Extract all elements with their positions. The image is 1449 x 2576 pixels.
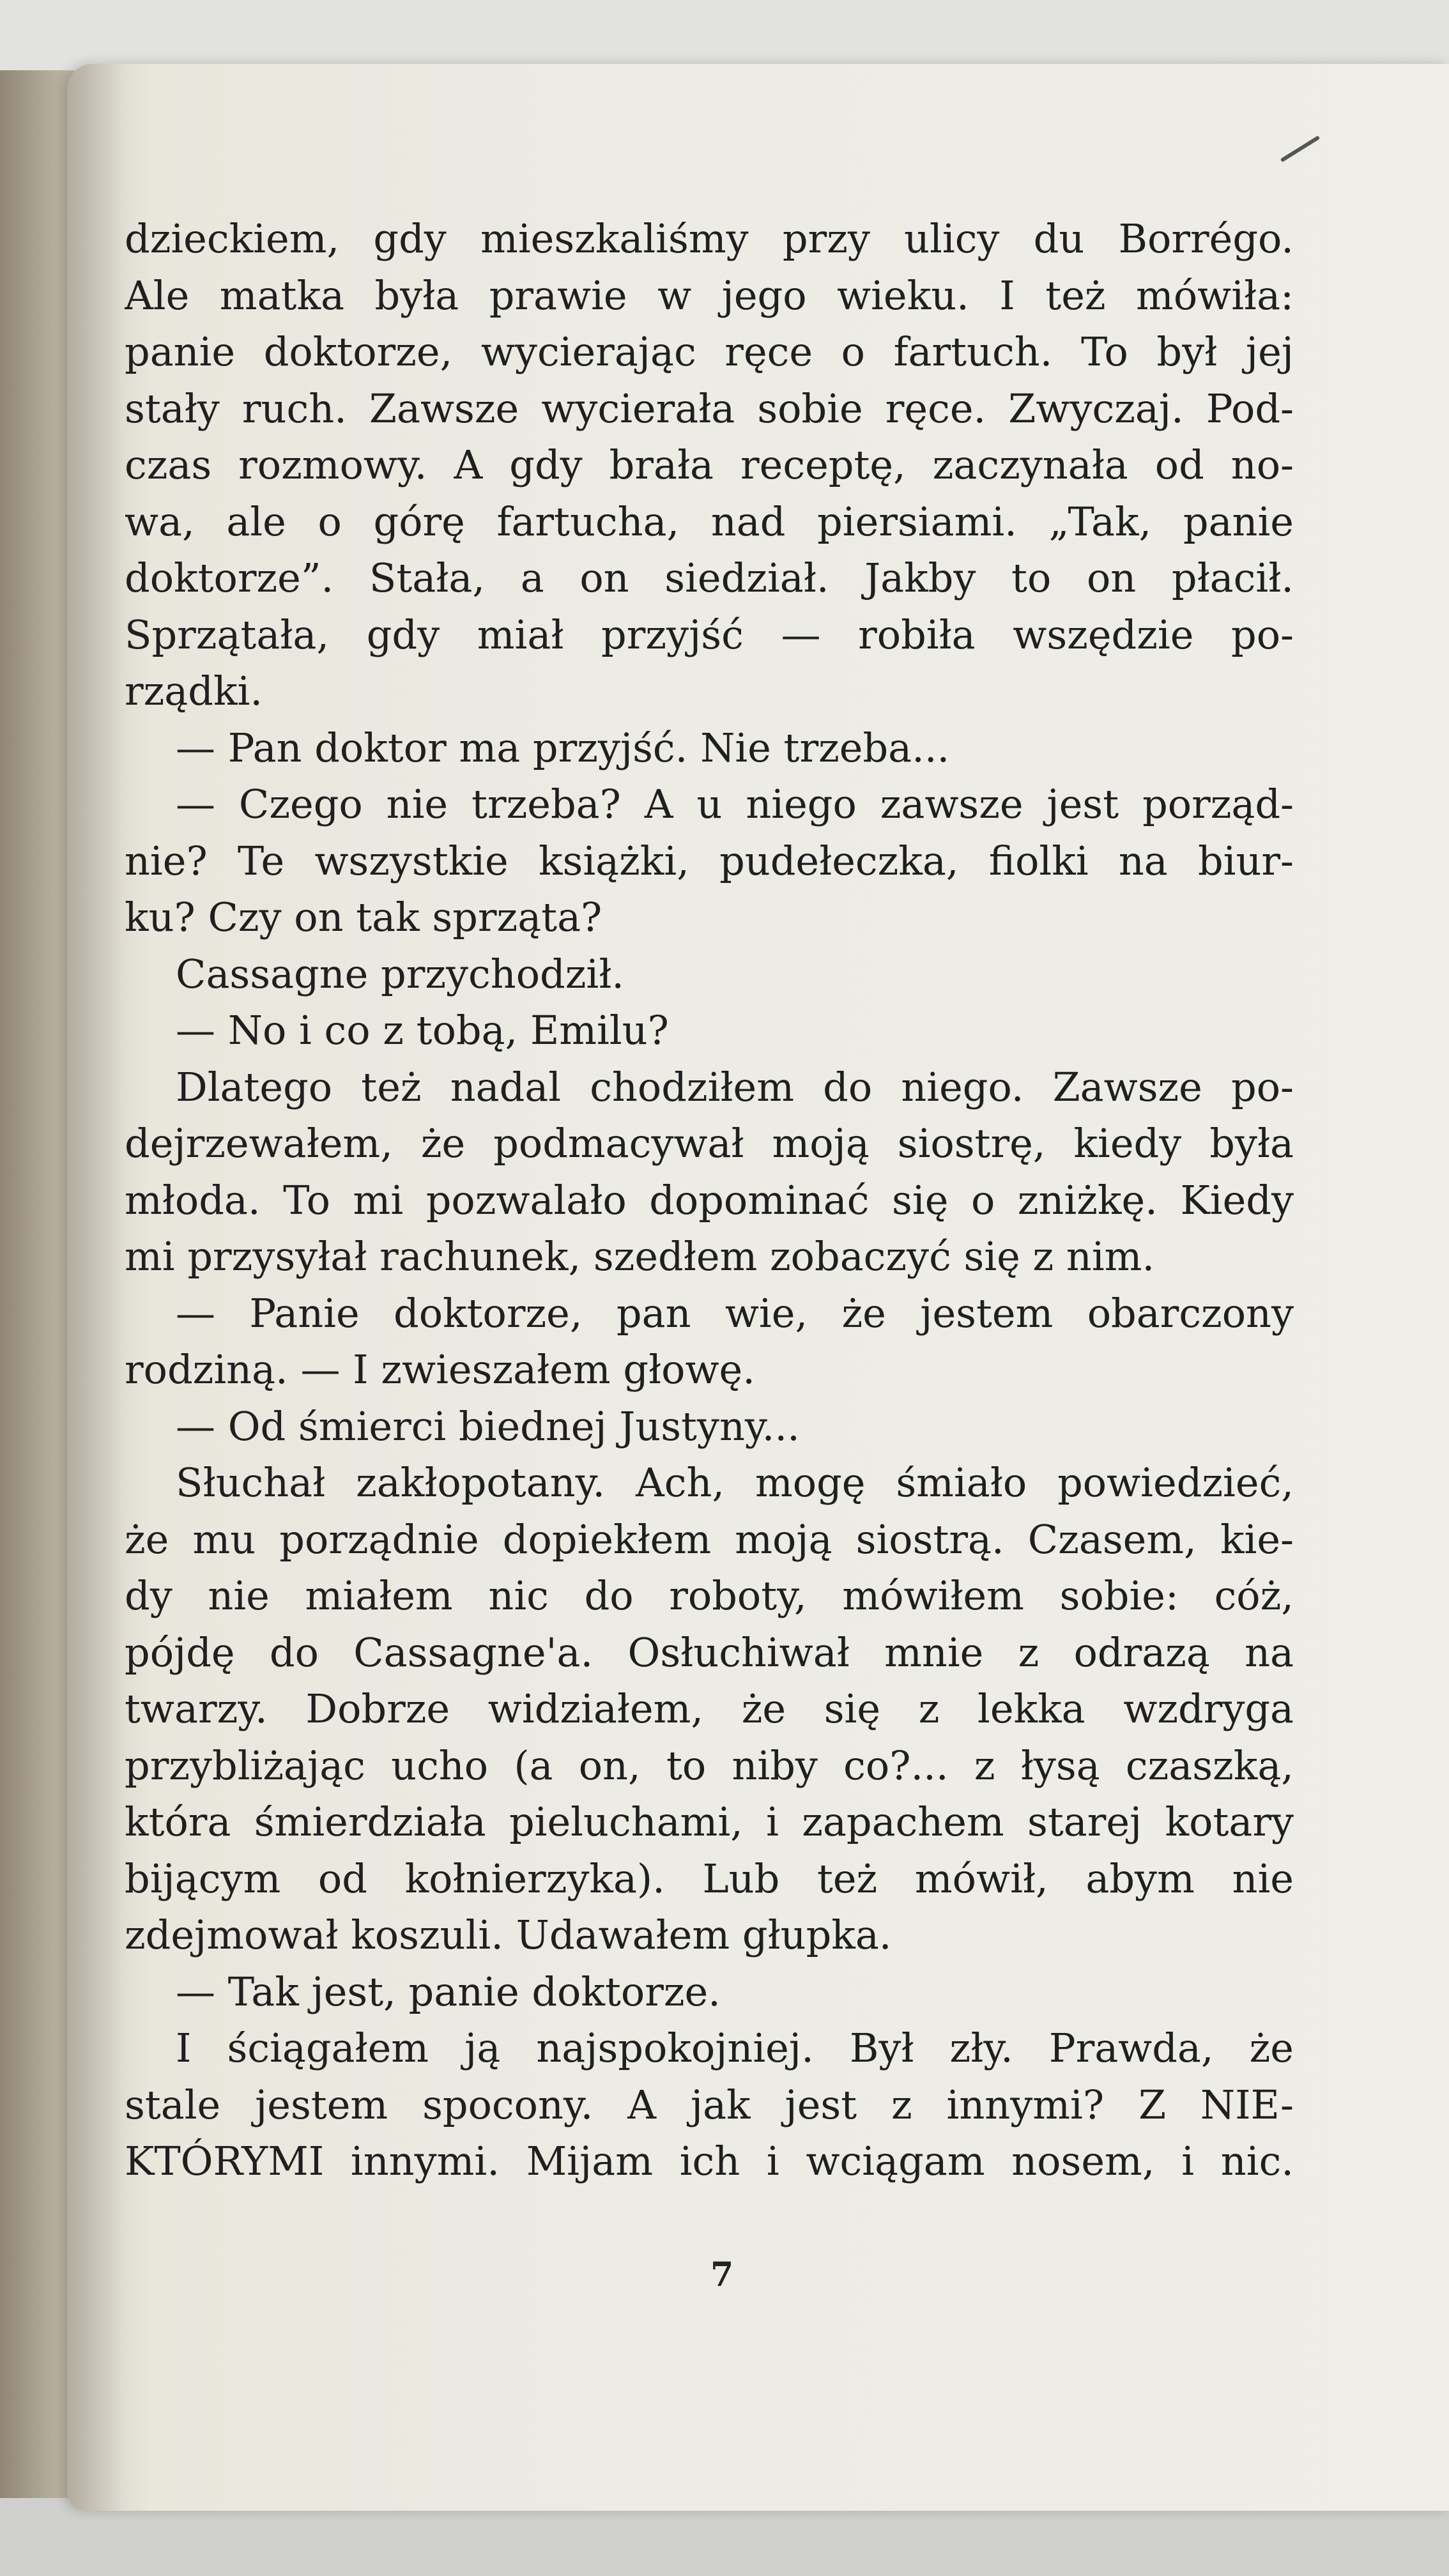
text-line: rządki. [125, 668, 263, 714]
text-line: I ściągałem ją najspokojniej. Był zły. Prawda, że [176, 2025, 1294, 2071]
text-line: młoda. To mi pozwalało dopominać się o zniżkę. Kiedy [125, 1176, 1294, 1223]
text-line: — Pan doktor ma przyjść. Nie trzeba... [176, 724, 950, 771]
text-line: stale jestem spocony. A jak jest z innymi? Z NIE- [125, 2081, 1294, 2128]
text-line: — Czego nie trzeba? A u niego zawsze jest porząd- [176, 781, 1294, 827]
text-line: dzieckiem, gdy mieszkaliśmy przy ulicy du Borrégo. [125, 215, 1294, 262]
text-line: która śmierdziała pieluchami, i zapachem starej kotary [125, 1798, 1294, 1845]
text-line: doktorze”. Stała, a on siedział. Jakby to on płacił. [125, 555, 1294, 601]
text-line: dejrzewałem, że podmacywał moją siostrę, kiedy była [125, 1120, 1294, 1167]
text-line: Sprzątała, gdy miał przyjść — robiła wszędzie po- [125, 611, 1294, 658]
text-line: Słuchał zakłopotany. Ach, mogę śmiało powiedzieć, [176, 1459, 1294, 1506]
page-text [125, 211, 1294, 2190]
text-line: przybliżając ucho (a on, to niby co?... z łysą czaszką, [125, 1742, 1294, 1789]
text-line: że mu porządnie dopiekłem moją siostrą. Czasem, kie- [125, 1515, 1294, 1563]
text-line: rodziną. — I zwieszałem głowę. [125, 1346, 755, 1393]
text-line: bijącym od kołnierzyka). Lub też mówił, abym nie [125, 1855, 1294, 1902]
text-line: wa, ale o górę fartucha, nad piersiami. „Tak, panie [125, 498, 1294, 545]
text-line: — Panie doktorze, pan wie, że jestem obarczony [176, 1289, 1294, 1337]
text-line: pójdę do Cassagne'a. Osłuchiwał mnie z odrazą na [125, 1629, 1294, 1676]
text-line: twarzy. Dobrze widziałem, że się z lekka wzdryga [125, 1685, 1294, 1732]
page-gutter-shadow [67, 64, 125, 2511]
page-number: 7 [710, 2255, 734, 2294]
text-line: stały ruch. Zawsze wycierała sobie ręce. Zwyczaj. Pod- [125, 385, 1294, 432]
text-line: nie? Te wszystkie książki, pudełeczka, fiolki na biur- [125, 837, 1294, 884]
text-line: czas rozmowy. A gdy brała receptę, zaczynała od no- [125, 441, 1294, 488]
text-line: KTÓRYMI innymi. Mijam ich i wciągam nosem, i nic. [125, 2138, 1294, 2184]
text-line: Cassagne przychodził. [176, 950, 625, 997]
text-line: zdejmował koszuli. Udawałem głupka. [125, 1912, 892, 1958]
text-line: — No i co z tobą, Emilu? [176, 1007, 669, 1054]
text-line: — Od śmierci biednej Justyny... [176, 1402, 800, 1450]
text-line: Dlatego też nadal chodziłem do niego. Zawsze po- [176, 1063, 1294, 1110]
text-line: mi przysyłał rachunek, szedłem zobaczyć się z nim. [125, 1233, 1155, 1280]
text-line: Ale matka była prawie w jego wieku. I też mówiła: [125, 272, 1294, 319]
text-line: dy nie miałem nic do roboty, mówiłem sobie: cóż, [125, 1572, 1294, 1619]
text-line: — Tak jest, panie doktorze. [176, 1968, 721, 2015]
text-line: ku? Czy on tak sprząta? [125, 894, 602, 940]
text-line: panie doktorze, wycierając ręce o fartuch. To był jej [125, 328, 1294, 375]
